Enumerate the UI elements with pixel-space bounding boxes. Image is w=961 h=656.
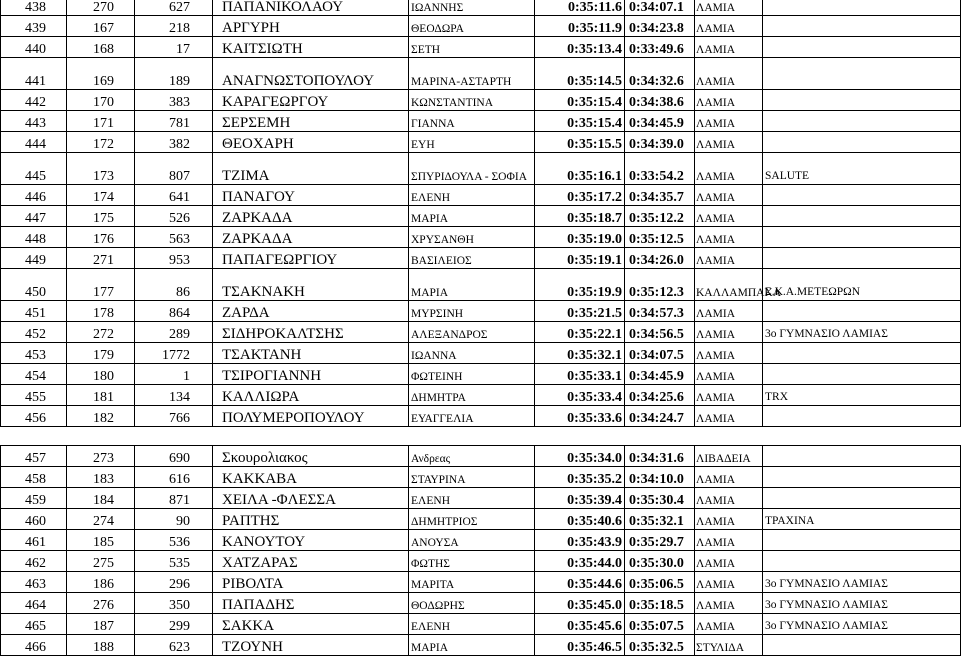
gun-time-cell: 0:35:45.6 xyxy=(535,614,625,635)
city-cell: ΛΑΜΙΑ xyxy=(695,227,763,248)
city-cell: ΛΑΜΙΑ xyxy=(695,206,763,227)
first-name-cell: ΜΑΡΙΑ xyxy=(409,206,535,227)
bib-number-cell: 864 xyxy=(135,301,213,322)
first-name-cell: ΑΛΕΞΑΝΔΡΟΣ xyxy=(409,322,535,343)
bib-number-cell: 871 xyxy=(135,488,213,509)
city-cell: ΛΑΜΙΑ xyxy=(695,343,763,364)
gun-time-cell: 0:35:17.2 xyxy=(535,185,625,206)
club-cell xyxy=(763,446,961,467)
gun-time-cell: 0:35:34.0 xyxy=(535,446,625,467)
overall-rank-cell: 457 xyxy=(1,446,67,467)
first-name-cell: ΧΡΥΣΑΝΘΗ xyxy=(409,227,535,248)
first-name-cell: ΦΩΤΕΙΝΗ xyxy=(409,364,535,385)
first-name-cell: ΕΛΕΝΗ xyxy=(409,614,535,635)
net-time-cell: 0:34:38.6 xyxy=(625,90,695,111)
net-time-cell: 0:35:12.5 xyxy=(625,227,695,248)
bib-number-cell: 641 xyxy=(135,185,213,206)
first-name-cell: ΙΩΑΝΝΑ xyxy=(409,343,535,364)
gun-time-cell: 0:35:40.6 xyxy=(535,509,625,530)
club-cell: 3ο ΓΥΜΝΑΣΙΟ ΛΑΜΙΑΣ xyxy=(763,322,961,343)
surname-cell: ΣΙΔΗΡΟΚΑΛΤΣΗΣ xyxy=(213,322,409,343)
first-name-cell: ΕΥΗ xyxy=(409,132,535,153)
club-cell xyxy=(763,467,961,488)
bib-number-cell: 616 xyxy=(135,467,213,488)
category-rank-cell: 179 xyxy=(67,343,135,364)
city-cell: ΛΑΜΙΑ xyxy=(695,153,763,185)
category-rank-cell: 176 xyxy=(67,227,135,248)
table-row xyxy=(1,385,961,406)
net-time-cell: 0:34:25.6 xyxy=(625,385,695,406)
first-name-cell: ΘΟΔΩΡΗΣ xyxy=(409,593,535,614)
bib-number-cell: 781 xyxy=(135,111,213,132)
club-cell xyxy=(763,227,961,248)
table-row xyxy=(1,269,961,301)
table-row xyxy=(1,322,961,343)
surname-cell: ΤΣΑΚΝΑΚΗ xyxy=(213,269,409,301)
category-rank-cell: 187 xyxy=(67,614,135,635)
surname-cell: ΠΑΠΑΝΙΚΟΛΑΟΥ xyxy=(213,0,409,16)
gun-time-cell: 0:35:33.4 xyxy=(535,385,625,406)
city-cell: ΛΑΜΙΑ xyxy=(695,111,763,132)
category-rank-cell: 169 xyxy=(67,58,135,90)
category-rank-cell: 186 xyxy=(67,572,135,593)
gun-time-cell: 0:35:46.5 xyxy=(535,635,625,656)
surname-cell: ΡΙΒΟΛΤΑ xyxy=(213,572,409,593)
bib-number-cell: 627 xyxy=(135,0,213,16)
category-rank-cell: 270 xyxy=(67,0,135,16)
table-row xyxy=(1,364,961,385)
surname-cell: ΚΑΚΚΑΒΑ xyxy=(213,467,409,488)
city-cell: ΛΑΜΙΑ xyxy=(695,322,763,343)
gun-time-cell: 0:35:19.1 xyxy=(535,248,625,269)
first-name-cell: ΜΥΡΣΙΝΗ xyxy=(409,301,535,322)
bib-number-cell: 296 xyxy=(135,572,213,593)
first-name-cell: ΣΕΤΗ xyxy=(409,37,535,58)
bib-number-cell: 526 xyxy=(135,206,213,227)
category-rank-cell: 177 xyxy=(67,269,135,301)
club-cell xyxy=(763,551,961,572)
net-time-cell: 0:34:57.3 xyxy=(625,301,695,322)
overall-rank-cell: 448 xyxy=(1,227,67,248)
net-time-cell: 0:35:07.5 xyxy=(625,614,695,635)
net-time-cell: 0:35:12.2 xyxy=(625,206,695,227)
overall-rank-cell: 456 xyxy=(1,406,67,427)
city-cell: ΛΑΜΙΑ xyxy=(695,185,763,206)
surname-cell: ΠΑΠΑΓΕΩΡΓΙΟΥ xyxy=(213,248,409,269)
surname-cell: ΚΑΡΑΓΕΩΡΓΟΥ xyxy=(213,90,409,111)
table-row xyxy=(1,111,961,132)
bib-number-cell: 86 xyxy=(135,269,213,301)
gun-time-cell: 0:35:44.6 xyxy=(535,572,625,593)
gun-time-cell: 0:35:15.4 xyxy=(535,111,625,132)
city-cell: ΛΑΜΙΑ xyxy=(695,58,763,90)
city-cell: ΚΑΛΛΑΜΠΑΚΑ xyxy=(695,269,763,301)
overall-rank-cell: 447 xyxy=(1,206,67,227)
city-cell: ΛΑΜΙΑ xyxy=(695,90,763,111)
club-cell xyxy=(763,206,961,227)
club-cell xyxy=(763,0,961,16)
net-time-cell: 0:34:24.7 xyxy=(625,406,695,427)
club-cell: Σ.Κ.Α.ΜΕΤΕΩΡΩΝ xyxy=(763,269,961,301)
category-rank-cell: 183 xyxy=(67,467,135,488)
club-cell: SALUTE xyxy=(763,153,961,185)
bib-number-cell: 90 xyxy=(135,509,213,530)
surname-cell: ΖΑΡΔΑ xyxy=(213,301,409,322)
net-time-cell: 0:35:29.7 xyxy=(625,530,695,551)
category-rank-cell: 182 xyxy=(67,406,135,427)
table-row xyxy=(1,227,961,248)
bib-number-cell: 623 xyxy=(135,635,213,656)
gun-time-cell: 0:35:32.1 xyxy=(535,343,625,364)
overall-rank-cell: 440 xyxy=(1,37,67,58)
net-time-cell: 0:35:32.1 xyxy=(625,509,695,530)
category-rank-cell: 175 xyxy=(67,206,135,227)
bib-number-cell: 383 xyxy=(135,90,213,111)
net-time-cell: 0:34:10.0 xyxy=(625,467,695,488)
city-cell: ΛΑΜΙΑ xyxy=(695,37,763,58)
club-cell xyxy=(763,248,961,269)
club-cell: 3ο ΓΥΜΝΑΣΙΟ ΛΑΜΙΑΣ xyxy=(763,593,961,614)
city-cell: ΛΑΜΙΑ xyxy=(695,364,763,385)
surname-cell: ΚΑΙΤΣΙΩΤΗ xyxy=(213,37,409,58)
first-name-cell: ΣΠΥΡΙΔΟΥΛΑ - ΣΟΦΙΑ xyxy=(409,153,535,185)
surname-cell: ΠΑΠΑΔΗΣ xyxy=(213,593,409,614)
table-row xyxy=(1,16,961,37)
overall-rank-cell: 452 xyxy=(1,322,67,343)
club-cell xyxy=(763,185,961,206)
category-rank-cell: 173 xyxy=(67,153,135,185)
net-time-cell: 0:34:23.8 xyxy=(625,16,695,37)
overall-rank-cell: 450 xyxy=(1,269,67,301)
spacer-cell xyxy=(1,427,961,446)
club-cell: ΤΡΑΧΙΝΑ xyxy=(763,509,961,530)
bib-number-cell: 807 xyxy=(135,153,213,185)
bib-number-cell: 953 xyxy=(135,248,213,269)
table-row xyxy=(1,90,961,111)
city-cell: ΛΑΜΙΑ xyxy=(695,248,763,269)
surname-cell: ΣΑΚΚΑ xyxy=(213,614,409,635)
gun-time-cell: 0:35:13.4 xyxy=(535,37,625,58)
city-cell: ΛΑΜΙΑ xyxy=(695,406,763,427)
club-cell: 3ο ΓΥΜΝΑΣΙΟ ΛΑΜΙΑΣ xyxy=(763,614,961,635)
overall-rank-cell: 451 xyxy=(1,301,67,322)
surname-cell: ΠΟΛΥΜΕΡΟΠΟΥΛΟΥ xyxy=(213,406,409,427)
gun-time-cell: 0:35:22.1 xyxy=(535,322,625,343)
city-cell: ΛΑΜΙΑ xyxy=(695,132,763,153)
category-rank-cell: 271 xyxy=(67,248,135,269)
bib-number-cell: 134 xyxy=(135,385,213,406)
club-cell xyxy=(763,58,961,90)
surname-cell: ΣΕΡΣΕΜΗ xyxy=(213,111,409,132)
category-rank-cell: 170 xyxy=(67,90,135,111)
category-rank-cell: 184 xyxy=(67,488,135,509)
gun-time-cell: 0:35:16.1 xyxy=(535,153,625,185)
bib-number-cell: 289 xyxy=(135,322,213,343)
first-name-cell: ΙΩΑΝΝΗΣ xyxy=(409,0,535,16)
club-cell xyxy=(763,406,961,427)
overall-rank-cell: 443 xyxy=(1,111,67,132)
city-cell: ΛΑΜΙΑ xyxy=(695,572,763,593)
category-rank-cell: 172 xyxy=(67,132,135,153)
surname-cell: Σκουρολιακος xyxy=(213,446,409,467)
bib-number-cell: 690 xyxy=(135,446,213,467)
gun-time-cell: 0:35:33.6 xyxy=(535,406,625,427)
bib-number-cell: 218 xyxy=(135,16,213,37)
surname-cell: ΡΑΠΤΗΣ xyxy=(213,509,409,530)
gun-time-cell: 0:35:35.2 xyxy=(535,467,625,488)
table-row xyxy=(1,301,961,322)
first-name-cell: ΔΗΜΗΤΡΙΟΣ xyxy=(409,509,535,530)
gun-time-cell: 0:35:39.4 xyxy=(535,488,625,509)
net-time-cell: 0:33:54.2 xyxy=(625,153,695,185)
surname-cell: ΤΣΙΡΟΓΙΑΝΝΗ xyxy=(213,364,409,385)
surname-cell: ΤΖΙΜΑ xyxy=(213,153,409,185)
club-cell xyxy=(763,301,961,322)
table-row xyxy=(1,0,961,16)
gun-time-cell: 0:35:43.9 xyxy=(535,530,625,551)
club-cell xyxy=(763,16,961,37)
gun-time-cell: 0:35:45.0 xyxy=(535,593,625,614)
table-row xyxy=(1,488,961,509)
bib-number-cell: 350 xyxy=(135,593,213,614)
net-time-cell: 0:34:31.6 xyxy=(625,446,695,467)
city-cell: ΛΑΜΙΑ xyxy=(695,16,763,37)
gun-time-cell: 0:35:15.4 xyxy=(535,90,625,111)
table-row xyxy=(1,185,961,206)
category-rank-cell: 174 xyxy=(67,185,135,206)
first-name-cell: ΕΛΕΝΗ xyxy=(409,185,535,206)
overall-rank-cell: 449 xyxy=(1,248,67,269)
first-name-cell: ΔΗΜΗΤΡΑ xyxy=(409,385,535,406)
table-row xyxy=(1,37,961,58)
gun-time-cell: 0:35:44.0 xyxy=(535,551,625,572)
table-row xyxy=(1,206,961,227)
category-rank-cell: 274 xyxy=(67,509,135,530)
category-rank-cell: 167 xyxy=(67,16,135,37)
first-name-cell: ΘΕΟΔΩΡΑ xyxy=(409,16,535,37)
net-time-cell: 0:34:07.1 xyxy=(625,0,695,16)
table-row xyxy=(1,614,961,635)
first-name-cell: ΕΥΑΓΓΕΛΙΑ xyxy=(409,406,535,427)
overall-rank-cell: 466 xyxy=(1,635,67,656)
club-cell: 3ο ΓΥΜΝΑΣΙΟ ΛΑΜΙΑΣ xyxy=(763,572,961,593)
city-cell: ΛΑΜΙΑ xyxy=(695,530,763,551)
net-time-cell: 0:33:49.6 xyxy=(625,37,695,58)
overall-rank-cell: 453 xyxy=(1,343,67,364)
city-cell: ΛΑΜΙΑ xyxy=(695,593,763,614)
bib-number-cell: 17 xyxy=(135,37,213,58)
bib-number-cell: 189 xyxy=(135,58,213,90)
row-spacer xyxy=(1,427,961,446)
overall-rank-cell: 454 xyxy=(1,364,67,385)
first-name-cell: ΕΛΕΝΗ xyxy=(409,488,535,509)
category-rank-cell: 171 xyxy=(67,111,135,132)
overall-rank-cell: 438 xyxy=(1,0,67,16)
first-name-cell: ΜΑΡΙΑ xyxy=(409,635,535,656)
category-rank-cell: 188 xyxy=(67,635,135,656)
bib-number-cell: 382 xyxy=(135,132,213,153)
gun-time-cell: 0:35:15.5 xyxy=(535,132,625,153)
overall-rank-cell: 442 xyxy=(1,90,67,111)
club-cell xyxy=(763,111,961,132)
surname-cell: ΠΑΝΑΓΟΥ xyxy=(213,185,409,206)
bib-number-cell: 535 xyxy=(135,551,213,572)
table-row xyxy=(1,406,961,427)
table-row xyxy=(1,343,961,364)
bib-number-cell: 1 xyxy=(135,364,213,385)
first-name-cell: ΑΝΟΥΣΑ xyxy=(409,530,535,551)
city-cell: ΛΑΜΙΑ xyxy=(695,467,763,488)
city-cell: ΣΤΥΛΙΔΑ xyxy=(695,635,763,656)
city-cell: ΛΑΜΙΑ xyxy=(695,0,763,16)
table-row xyxy=(1,593,961,614)
first-name-cell: Ανδρεας xyxy=(409,446,535,467)
overall-rank-cell: 465 xyxy=(1,614,67,635)
category-rank-cell: 185 xyxy=(67,530,135,551)
surname-cell: ΧΕΙΛΑ -ΦΛΕΣΣΑ xyxy=(213,488,409,509)
net-time-cell: 0:35:12.3 xyxy=(625,269,695,301)
overall-rank-cell: 445 xyxy=(1,153,67,185)
net-time-cell: 0:35:32.5 xyxy=(625,635,695,656)
net-time-cell: 0:34:39.0 xyxy=(625,132,695,153)
first-name-cell: ΦΩΤΗΣ xyxy=(409,551,535,572)
category-rank-cell: 275 xyxy=(67,551,135,572)
club-cell xyxy=(763,635,961,656)
gun-time-cell: 0:35:19.0 xyxy=(535,227,625,248)
city-cell: ΛΙΒΑΔΕΙΑ xyxy=(695,446,763,467)
table-row xyxy=(1,635,961,656)
table-row xyxy=(1,551,961,572)
category-rank-cell: 181 xyxy=(67,385,135,406)
net-time-cell: 0:34:32.6 xyxy=(625,58,695,90)
net-time-cell: 0:35:30.0 xyxy=(625,551,695,572)
surname-cell: ΖΑΡΚΑΔΑ xyxy=(213,227,409,248)
net-time-cell: 0:35:06.5 xyxy=(625,572,695,593)
gun-time-cell: 0:35:11.6 xyxy=(535,0,625,16)
first-name-cell: ΚΩΝΣΤΑΝΤΙΝΑ xyxy=(409,90,535,111)
club-cell: TRX xyxy=(763,385,961,406)
overall-rank-cell: 446 xyxy=(1,185,67,206)
overall-rank-cell: 460 xyxy=(1,509,67,530)
city-cell: ΛΑΜΙΑ xyxy=(695,614,763,635)
table-row xyxy=(1,509,961,530)
category-rank-cell: 276 xyxy=(67,593,135,614)
gun-time-cell: 0:35:33.1 xyxy=(535,364,625,385)
bib-number-cell: 766 xyxy=(135,406,213,427)
city-cell: ΛΑΜΙΑ xyxy=(695,488,763,509)
overall-rank-cell: 444 xyxy=(1,132,67,153)
surname-cell: ΚΑΝΟΥΤΟΥ xyxy=(213,530,409,551)
first-name-cell: ΓΙΑΝΝΑ xyxy=(409,111,535,132)
overall-rank-cell: 458 xyxy=(1,467,67,488)
net-time-cell: 0:34:35.7 xyxy=(625,185,695,206)
net-time-cell: 0:34:56.5 xyxy=(625,322,695,343)
surname-cell: ΑΡΓΥΡΗ xyxy=(213,16,409,37)
table-row xyxy=(1,248,961,269)
bib-number-cell: 1772 xyxy=(135,343,213,364)
club-cell xyxy=(763,37,961,58)
gun-time-cell: 0:35:14.5 xyxy=(535,58,625,90)
first-name-cell: ΣΤΑΥΡΙΝΑ xyxy=(409,467,535,488)
overall-rank-cell: 463 xyxy=(1,572,67,593)
surname-cell: ΑΝΑΓΝΩΣΤΟΠΟΥΛΟΥ xyxy=(213,58,409,90)
surname-cell: ΤΖΟΥΝΗ xyxy=(213,635,409,656)
surname-cell: ΘΕΟΧΑΡΗ xyxy=(213,132,409,153)
net-time-cell: 0:34:07.5 xyxy=(625,343,695,364)
city-cell: ΛΑΜΙΑ xyxy=(695,551,763,572)
net-time-cell: 0:35:30.4 xyxy=(625,488,695,509)
club-cell xyxy=(763,364,961,385)
surname-cell: ΚΑΛΛΙΩΡΑ xyxy=(213,385,409,406)
overall-rank-cell: 464 xyxy=(1,593,67,614)
overall-rank-cell: 441 xyxy=(1,58,67,90)
net-time-cell: 0:34:45.9 xyxy=(625,111,695,132)
table-row xyxy=(1,132,961,153)
first-name-cell: ΒΑΣΙΛΕΙΟΣ xyxy=(409,248,535,269)
first-name-cell: ΜΑΡΙΝΑ-ΑΣΤΑΡΤΗ xyxy=(409,58,535,90)
club-cell xyxy=(763,90,961,111)
category-rank-cell: 273 xyxy=(67,446,135,467)
table-row xyxy=(1,446,961,467)
club-cell xyxy=(763,488,961,509)
overall-rank-cell: 462 xyxy=(1,551,67,572)
bib-number-cell: 299 xyxy=(135,614,213,635)
gun-time-cell: 0:35:11.9 xyxy=(535,16,625,37)
city-cell: ΛΑΜΙΑ xyxy=(695,385,763,406)
gun-time-cell: 0:35:19.9 xyxy=(535,269,625,301)
table-row xyxy=(1,467,961,488)
club-cell xyxy=(763,343,961,364)
gun-time-cell: 0:35:18.7 xyxy=(535,206,625,227)
gun-time-cell: 0:35:21.5 xyxy=(535,301,625,322)
net-time-cell: 0:35:18.5 xyxy=(625,593,695,614)
category-rank-cell: 168 xyxy=(67,37,135,58)
club-cell xyxy=(763,530,961,551)
city-cell: ΛΑΜΙΑ xyxy=(695,301,763,322)
overall-rank-cell: 455 xyxy=(1,385,67,406)
table-row xyxy=(1,572,961,593)
net-time-cell: 0:34:45.9 xyxy=(625,364,695,385)
surname-cell: ΧΑΤΖΑΡΑΣ xyxy=(213,551,409,572)
surname-cell: ΖΑΡΚΑΔΑ xyxy=(213,206,409,227)
table-row xyxy=(1,153,961,185)
table-row xyxy=(1,530,961,551)
bib-number-cell: 536 xyxy=(135,530,213,551)
overall-rank-cell: 439 xyxy=(1,16,67,37)
city-cell: ΛΑΜΙΑ xyxy=(695,509,763,530)
overall-rank-cell: 461 xyxy=(1,530,67,551)
first-name-cell: ΜΑΡΙΤΑ xyxy=(409,572,535,593)
overall-rank-cell: 459 xyxy=(1,488,67,509)
club-cell xyxy=(763,132,961,153)
bib-number-cell: 563 xyxy=(135,227,213,248)
surname-cell: ΤΣΑΚΤΑΝΗ xyxy=(213,343,409,364)
category-rank-cell: 180 xyxy=(67,364,135,385)
first-name-cell: ΜΑΡΙΑ xyxy=(409,269,535,301)
net-time-cell: 0:34:26.0 xyxy=(625,248,695,269)
table-row xyxy=(1,58,961,90)
category-rank-cell: 272 xyxy=(67,322,135,343)
category-rank-cell: 178 xyxy=(67,301,135,322)
